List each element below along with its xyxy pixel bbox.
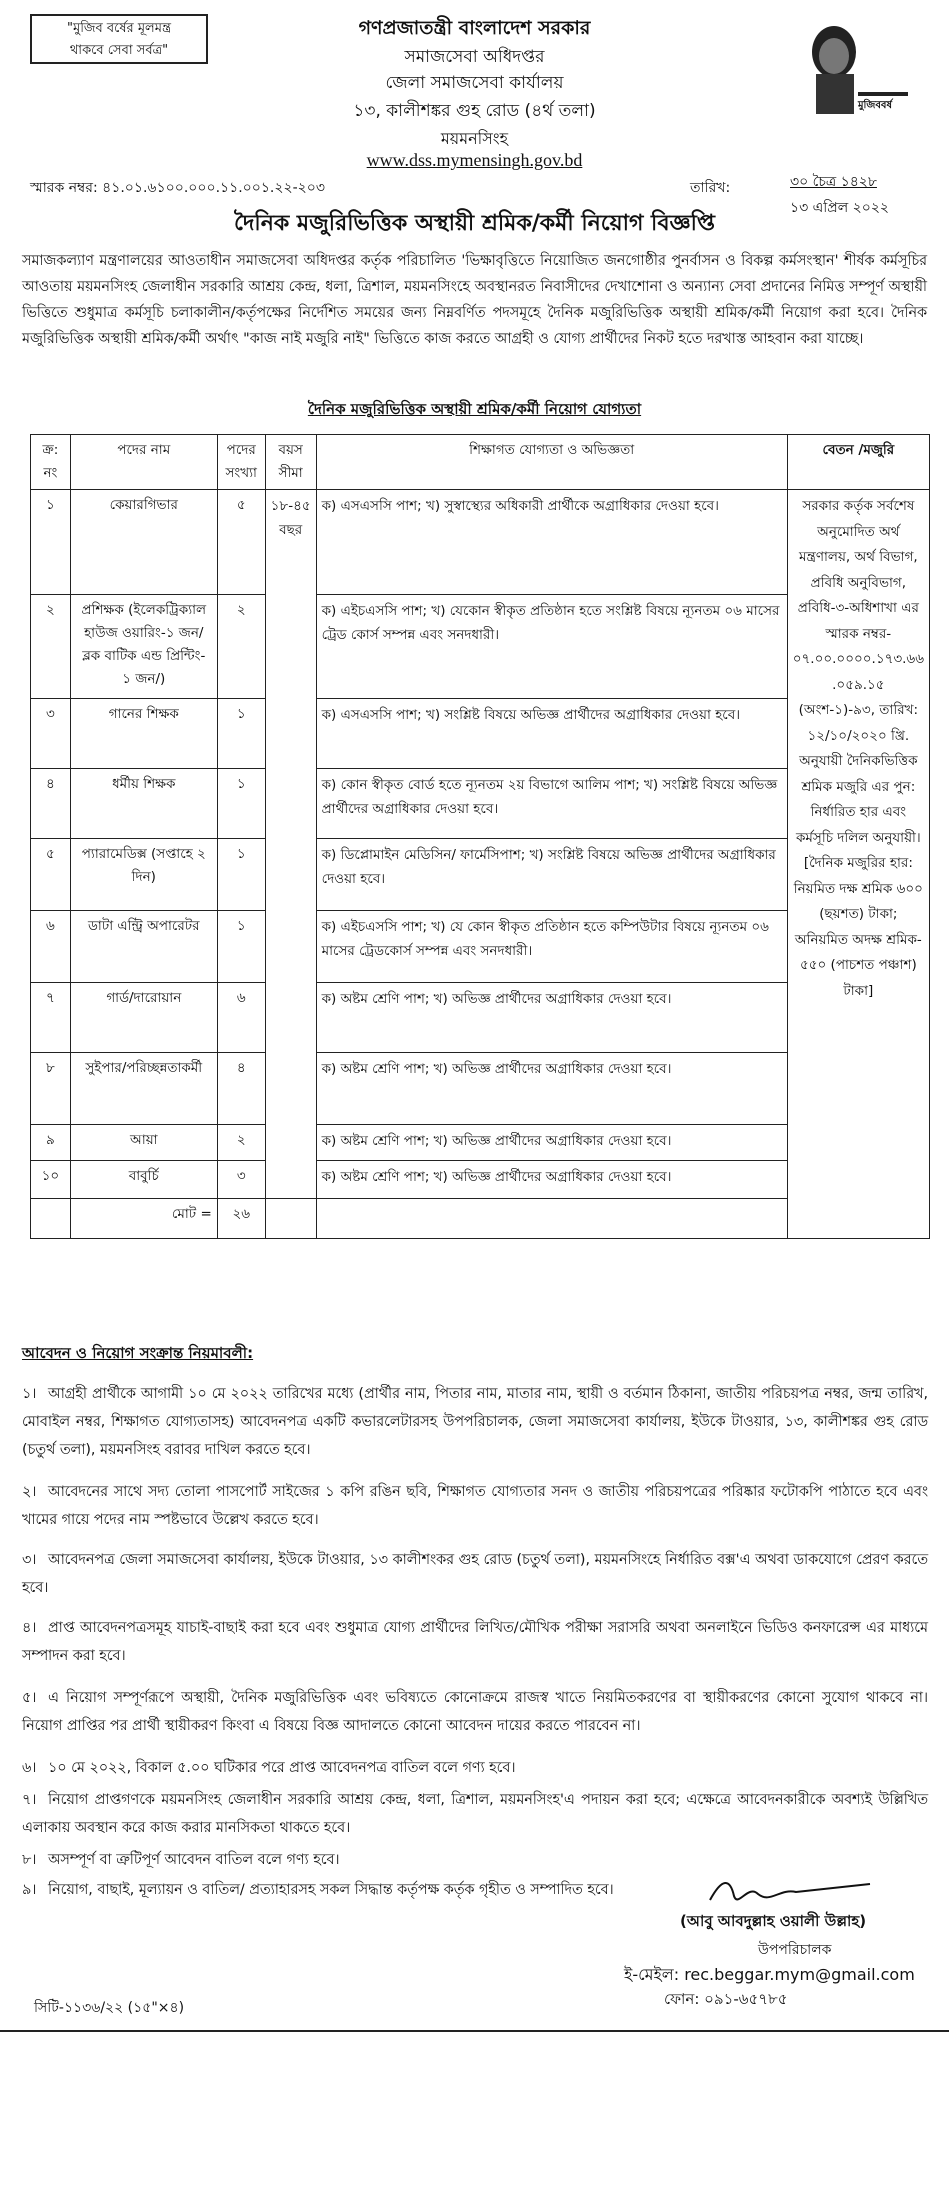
row-qualification: ক) এসএসসি পাশ; খ) সুস্বাস্থ্যের অধিকারী প্রার্থীকে অগ্রাধিকার দেওয়া হবে। [316, 490, 787, 595]
row-count: ২ [217, 1125, 265, 1161]
rule-text: এ নিয়োগ সম্পূর্ণরূপে অস্থায়ী, দৈনিক মজুরিভিত্তিক এবং ভবিষ্যতে কোনোক্রমে রাজস্ব খাতে নিয়মিতকরণের বা স্থায়ীকরণের কোনো সুযোগ থাকবে না। নিয়োগ প্রাপ্তির পর প্রার্থী স্থায়ীকরণ কিংবা এ বিষয়ে বিজ্ঞ আদালতে কোনো আবেদন দায়ের করতে পারবেন না। [22, 1690, 928, 1734]
rule-item [22, 1546, 928, 1602]
row-serial: ৮ [31, 1053, 71, 1125]
notice-title: দৈনিক মজুরিভিত্তিক অস্থায়ী শ্রমিক/কর্মী নিয়োগ বিজ্ঞপ্তি [233, 211, 716, 236]
rule-text: ১০ মে ২০২২, বিকাল ৫.০০ ঘটিকার পরে প্রাপ্ত আবেদনপত্র বাতিল বলে গণ্য হবে। [48, 1760, 516, 1776]
header-salary: বেতন /মজুরি [787, 435, 929, 490]
memo-number: স্মারক নম্বর: ৪১.০১.৬১০০.০০০.১১.০০১.২২-২০৩ [30, 180, 325, 196]
row-serial: ৭ [31, 983, 71, 1053]
rule-number: ২। [22, 1484, 37, 1500]
intro-paragraph: সমাজকল্যাণ মন্ত্রণালয়ের আওতাধীন সমাজসেবা অধিদপ্তর কর্তৃক পরিচালিত 'ভিক্ষাবৃত্তিতে নিয়োজিত জনগোষ্ঠীর পুনর্বাসন ও বিকল্প কর্মসংস্থান' শীর্ষক কর্মসূচির আওতায় ময়মনসিংহ জেলাধীন সরকারি আশ্রয় কেন্দ্র, ধলা, ত্রিশাল, ময়মনসিংহে অবস্থানরত নিবাসীদের দেখাশোনা ও অন্যান্য সেবা প্রদানের নিমিত্ত সম্পূর্ণ অস্থায়ী ভিত্তিতে শুধুমাত্র কর্মসূচি চলাকালীন/কর্তৃপক্ষের নির্দেশিত সময়ের জন্য নিম্নবর্ণিত পদসমূহে দৈনিক মজুরিভিত্তিক অস্থায়ী শ্রমিক/কর্মী নিয়োগ করা হবে। দৈনিক মজুরিভিত্তিক অস্থায়ী শ্রমিক/কর্মী অর্থাৎ "কাজ নাই মজুরি নাই" ভিত্তিতে কাজ করতে আগ্রহী ও যোগ্য প্রার্থীদের নিকট হতে দরখাস্ত আহবান করা যাচ্ছে। [22, 253, 927, 347]
rule-text: আবেদনের সাথে সদ্য তোলা পাসপোর্ট সাইজের ১ কপি রঙিন ছবি, শিক্ষাগত যোগ্যতার সনদ ও জাতীয় পরিচয়পত্রের পরিষ্কার ফটোকপি পাঠাতে হবে এবং খামের গায়ে পদের নাম স্পষ্টভাবে উল্লেখ করতে হবে। [22, 1484, 928, 1528]
rule-text: নিয়োগ প্রাপ্তগণকে ময়মনসিংহ জেলাধীন সরকারি আশ্রয় কেন্দ্র, ধলা, ত্রিশাল, ময়মনসিংহ'এ পদায়ন করা হবে; এক্ষেত্রে আবেদনকারীকে অবশ্যই উল্লিখিত এলাকায় অবস্থান করে কাজ করার মানসিকতা থাকতে হবে। [22, 1792, 928, 1836]
row-qualification: ক) এইচএসসি পাশ; খ) যে কোন স্বীকৃত প্রতিষ্ঠান হতে কম্পিউটার বিষয়ে ন্যূনতম ০৬ মাসের ট্রেডকোর্স সম্পন্ন এবং সনদধারী। [316, 911, 787, 983]
row-qualification: ক) অষ্টম শ্রেণি পাশ; খ) অভিজ্ঞ প্রার্থীদের অগ্রাধিকার দেওয়া হবে। [316, 1161, 787, 1199]
row-serial: ১০ [31, 1161, 71, 1199]
row-post: ডাটা এন্ট্রি অপারেটর [70, 911, 217, 983]
rule-number: ৮। [22, 1852, 37, 1868]
logo-text: মুজিববর্ষ [858, 100, 893, 111]
row-qualification: ক) এইচএসসি পাশ; খ) যেকোন স্বীকৃত প্রতিষ্ঠান হতে সংশ্লিষ্ট বিষয়ে ন্যূনতম ০৬ মাসের ট্রেড কোর্স সম্পন্ন এবং সনদধারী। [316, 595, 787, 699]
contact-phone: ফোন: ০৯১-৬৫৭৮৫ [664, 1990, 788, 2008]
header-serial: ক্র: নং [31, 435, 71, 490]
total-value: ২৬ [217, 1199, 265, 1239]
salary-text: সরকার কর্তৃক সর্বশেষ অনুমোদিত অর্থ মন্ত্রণালয়, অর্থ বিভাগ, প্রবিধি অনুবিভাগ, প্রবিধি-৩-অধিশাখা এর স্মারক নম্বর- ০৭.০০.০০০০.১৭৩.৬৬ .০৫৯.১৫ (অংশ-১)-৯৩, তারিখ: ১২/১০/২০২০ খ্রি. অনুযায়ী দৈনিকভিত্তিক শ্রমিক মজুরি এর পুন: নির্ধারিত হার এবং কর্মসূচি দলিল অনুযায়ী। [দৈনিক মজুরির হার: নিয়মিত দক্ষ শ্রমিক ৬০০ (ছয়শত) টাকা; অনিয়মিত অদক্ষ শ্রমিক- ৫৫০ (পাচশত পঞ্চাশ) টাকা] [787, 490, 929, 1239]
row-serial: ৯ [31, 1125, 71, 1161]
row-count: ২ [217, 595, 265, 699]
motto-line-1: "মুজিব বর্ষের মূলমন্ত্র [67, 21, 171, 36]
row-post: গানের শিক্ষক [70, 699, 217, 769]
rule-text: অসম্পূর্ণ বা ত্রুটিপূর্ণ আবেদন বাতিল বলে গণ্য হবে। [48, 1852, 340, 1868]
rule-text: আগ্রহী প্রার্থীকে আগামী ১০ মে ২০২২ তারিখের মধ্যে (প্রার্থীর নাম, পিতার নাম, মাতার নাম, স্থায়ী ও বর্তমান ঠিকানা, জাতীয় পরিচয়পত্র নম্বর, জন্ম তারিখ, মোবাইল নম্বর, শিক্ষাগত যোগ্যতাসহ) আবেদনপত্র একটি কভারলেটারসহ উপপরিচালক, জেলা সমাজসেবা কার্যালয়, ইউকে টাওয়ার, ১৩, কালীশঙ্কর গুহ রোড (চতুর্থ তলা), ময়মনসিংহ বরাবর দাখিল করতে হবে। [22, 1386, 928, 1458]
signature [700, 1874, 880, 1914]
age-limit: ১৮-৪৫ বছর [265, 490, 316, 1199]
bottom-rule [0, 2030, 949, 2032]
row-post: প্রশিক্ষক (ইলেকট্রিক্যাল হাউজ ওয়ারিং-১ জন/ ব্লক বাটিক এন্ড প্রিন্টিং- ১ জন/) [70, 595, 217, 699]
requirements-table [30, 434, 930, 1239]
date-label: তারিখ: [690, 180, 731, 196]
row-qualification: ক) অষ্টম শ্রেণি পাশ; খ) অভিজ্ঞ প্রার্থীদের অগ্রাধিকার দেওয়া হবে। [316, 1053, 787, 1125]
row-qualification: ক) অষ্টম শ্রেণি পাশ; খ) অভিজ্ঞ প্রার্থীদের অগ্রাধিকার দেওয়া হবে। [316, 983, 787, 1053]
row-serial: ৩ [31, 699, 71, 769]
row-post: প্যারামেডিক্স (সপ্তাহে ২ দিন) [70, 839, 217, 911]
office-city: ময়মনসিংহ [440, 129, 509, 148]
row-count: ৬ [217, 983, 265, 1053]
header-qualification: শিক্ষাগত যোগ্যতা ও অভিজ্ঞতা [316, 435, 787, 490]
header-age: বয়স সীমা [265, 435, 316, 490]
row-serial: ৪ [31, 769, 71, 839]
total-label: মোট = [70, 1199, 217, 1239]
rule-number: ৩। [22, 1552, 37, 1568]
contact-email[interactable]: ই-মেইল: rec.beggar.mym@gmail.com [624, 1965, 915, 1984]
rule-item [22, 1380, 928, 1464]
row-qualification: ক) কোন স্বীকৃত বোর্ড হতে ন্যূনতম ২য় বিভাগে আলিম পাশ; খ) সংশ্লিষ্ট বিষয়ে অভিজ্ঞ প্রার্থীদের অগ্রাধিকার দেওয়া হবে। [316, 769, 787, 839]
row-count: ৩ [217, 1161, 265, 1199]
table-row [31, 490, 930, 595]
department-name: সমাজসেবা অধিদপ্তর [404, 47, 545, 67]
rule-number: ৯। [22, 1882, 37, 1898]
date-bangla: ৩০ চৈত্র ১৪২৮ [790, 174, 877, 190]
government-name: গণপ্রজাতন্ত্রী বাংলাদেশ সরকার [358, 17, 591, 39]
website-link[interactable]: www.dss.mymensingh.gov.bd [366, 150, 583, 170]
table-header-row [31, 435, 930, 490]
row-post: বাবুর্চি [70, 1161, 217, 1199]
row-count: ১ [217, 839, 265, 911]
rules-title: আবেদন ও নিয়োগ সংক্রান্ত নিয়মাবলী: [22, 1344, 254, 1362]
row-serial: ৫ [31, 839, 71, 911]
row-qualification: ক) এসএসসি পাশ; খ) সংশ্লিষ্ট বিষয়ে অভিজ্ঞ প্রার্থীদের অগ্রাধিকার দেওয়া হবে। [316, 699, 787, 769]
rule-item [22, 1786, 928, 1842]
office-name: জেলা সমাজসেবা কার্যালয় [385, 73, 564, 93]
row-qualification: ক) ডিপ্লোমাইন মেডিসিন/ ফার্মেসিপাশ; খ) সংশ্লিষ্ট বিষয়ে অভিজ্ঞ প্রার্থীদের অগ্রাধিকার দেওয়া হবে। [316, 839, 787, 911]
signatory-name: (আবু আবদুল্লাহ ওয়ালী উল্লাহ) [680, 1912, 867, 1930]
row-count: ১ [217, 911, 265, 983]
row-count: ৫ [217, 490, 265, 595]
motto-line-2: থাকবে সেবা সর্বত্র" [69, 43, 169, 58]
row-count: ১ [217, 699, 265, 769]
row-post: ধর্মীয় শিক্ষক [70, 769, 217, 839]
rule-number: ৪। [22, 1620, 37, 1636]
row-post: গার্ড/দারোয়ান [70, 983, 217, 1053]
rule-number: ৭। [22, 1792, 37, 1808]
signatory-designation: উপপরিচালক [758, 1942, 832, 1958]
rule-item [22, 1614, 928, 1670]
table-title: দৈনিক মজুরিভিত্তিক অস্থায়ী শ্রমিক/কর্মী নিয়োগ যোগ্যতা [307, 400, 642, 418]
mujib-borsho-logo [800, 18, 910, 134]
rule-item [22, 1876, 622, 1904]
office-address: ১৩, কালীশঙ্কর গুহ রোড (৪র্থ তলা) [353, 101, 596, 121]
footer-code: সিটি-১১৩৬/২২ (১৫"×৪) [34, 2000, 185, 2016]
row-serial: ২ [31, 595, 71, 699]
rule-item [22, 1684, 928, 1740]
row-count: ৪ [217, 1053, 265, 1125]
header-post: পদের নাম [70, 435, 217, 490]
header-count: পদের সংখ্যা [217, 435, 265, 490]
rule-item [22, 1754, 928, 1782]
rule-text: প্রাপ্ত আবেদনপত্রসমূহ যাচাই-বাছাই করা হবে এবং শুধুমাত্র যোগ্য প্রার্থীদের লিখিত/মৌখিক পরীক্ষা সরাসরি অথবা অনলাইনে ভিডিও কনফারেন্স এর মাধ্যমে সম্পাদন করা হবে। [22, 1620, 928, 1664]
rule-number: ১। [22, 1386, 37, 1402]
rule-item [22, 1478, 928, 1534]
row-post: সুইপার/পরিচ্ছন্নতাকর্মী [70, 1053, 217, 1125]
rule-number: ৫। [22, 1690, 37, 1706]
row-serial: ১ [31, 490, 71, 595]
row-count: ১ [217, 769, 265, 839]
rule-text: নিয়োগ, বাছাই, মূল্যায়ন ও বাতিল/ প্রত্যাহারসহ সকল সিদ্ধান্ত কর্তৃপক্ষ কর্তৃক গৃহীত ও সম্পাদিত হবে। [48, 1882, 614, 1898]
date-english: ১৩ এপ্রিল ২০২২ [790, 200, 890, 216]
rule-item [22, 1846, 622, 1874]
row-post: কেয়ারগিভার [70, 490, 217, 595]
row-serial: ৬ [31, 911, 71, 983]
rule-text: আবেদনপত্র জেলা সমাজসেবা কার্যালয়, ইউকে টাওয়ার, ১৩ কালীশংকর গুহ রোড (চতুর্থ তলা), ময়মনসিংহে নির্ধারিত বক্স'এ অথবা ডাকযোগে প্রেরণ করতে হবে। [22, 1552, 928, 1596]
rule-number: ৬। [22, 1760, 37, 1776]
row-post: আয়া [70, 1125, 217, 1161]
row-qualification: ক) অষ্টম শ্রেণি পাশ; খ) অভিজ্ঞ প্রার্থীদের অগ্রাধিকার দেওয়া হবে। [316, 1125, 787, 1161]
